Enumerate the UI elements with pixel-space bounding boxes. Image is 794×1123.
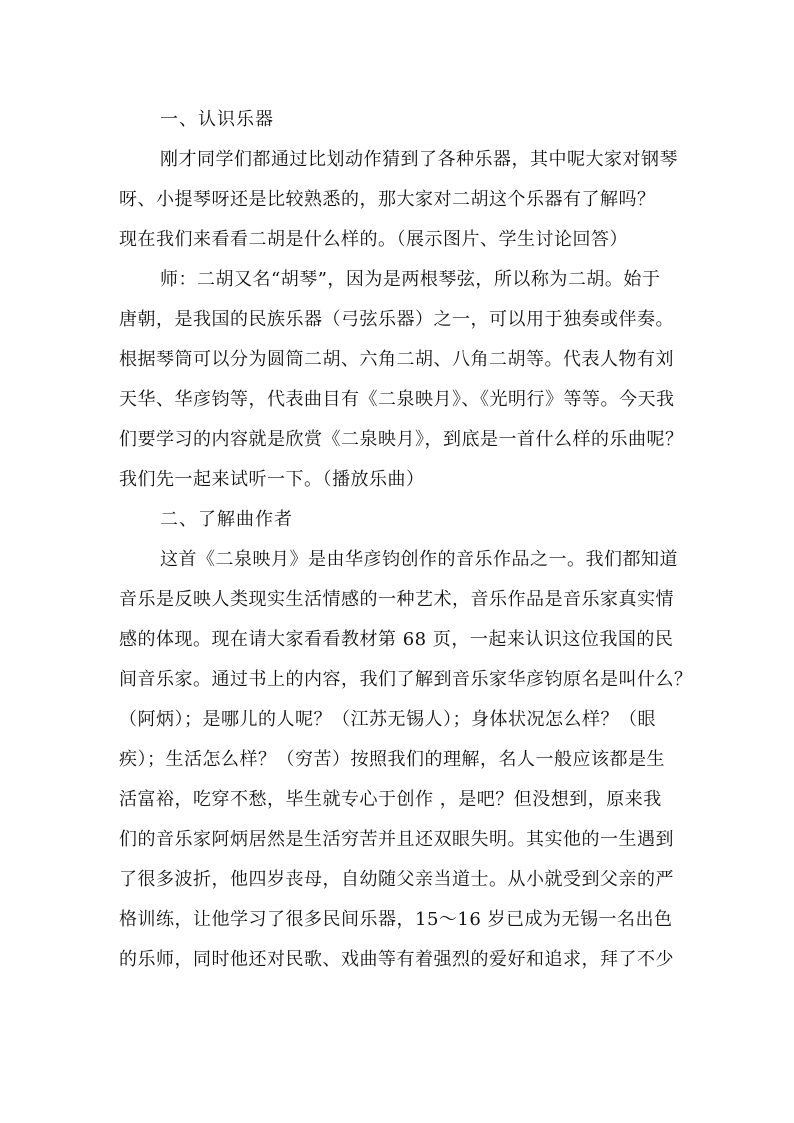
paragraph-line: 的乐师，同时他还对民歌、戏曲等有着强烈的爱好和追求，拜了不少 bbox=[119, 949, 674, 970]
paragraph-line: 我们先一起来试听一下。（播放乐曲） bbox=[119, 469, 425, 490]
section-heading-2: 二、了解曲作者 bbox=[160, 509, 293, 530]
paragraph-line: （阿炳）；是哪儿的人呢？（江苏无锡人）；身体状况怎么样？（眼 bbox=[119, 709, 656, 730]
paragraph-line: 间音乐家。通过书上的内容，我们了解到音乐家华彦钧原名是叫什么？ bbox=[119, 669, 693, 690]
paragraph-line: 唐朝，是我国的民族乐器（弓弦乐器）之一，可以用于独奏或伴奏。 bbox=[119, 309, 674, 330]
paragraph-line: 根据琴筒可以分为圆筒二胡、六角二胡、八角二胡等。代表人物有刘 bbox=[119, 349, 674, 370]
paragraph-line: 师：二胡又名“胡琴”，因为是两根琴弦，所以称为二胡。始于 bbox=[160, 269, 661, 290]
section-heading-1: 一、认识乐器 bbox=[160, 109, 274, 130]
paragraph-line: 疾）；生活怎么样？（穷苦）按照我们的理解，名人一般应该都是生 bbox=[119, 749, 665, 770]
paragraph-line: 音乐是反映人类现实生活情感的一种艺术，音乐作品是音乐家真实情 bbox=[119, 589, 674, 610]
paragraph-line: 呀、小提琴呀还是比较熟悉的，那大家对二胡这个乐器有了解吗？ bbox=[119, 189, 656, 210]
paragraph-line: 刚才同学们都通过比划动作猜到了各种乐器，其中呢大家对钢琴 bbox=[160, 149, 678, 170]
paragraph-line: 们要学习的内容就是欣赏《二泉映月》，到底是一首什么样的乐曲呢？ bbox=[119, 429, 684, 450]
paragraph-line: 了很多波折，他四岁丧母，自幼随父亲当道士。从小就受到父亲的严 bbox=[119, 869, 674, 890]
paragraph-line: 格训练，让他学习了很多民间乐器，15～16 岁已成为无锡一名出色 bbox=[119, 909, 673, 930]
paragraph-line: 天华、华彦钧等，代表曲目有《二泉映月》、《光明行》等等。今天我 bbox=[119, 389, 675, 410]
paragraph-line: 们的音乐家阿炳居然是生活穷苦并且还双眼失明。其实他的一生遇到 bbox=[119, 829, 674, 850]
paragraph-line: 现在我们来看看二胡是什么样的。（展示图片、学生讨论回答） bbox=[119, 229, 628, 250]
paragraph-line: 活富裕，吃穿不愁，毕生就专心于创作 ，是吧？但没想到，原来我 bbox=[119, 789, 662, 810]
paragraph-line: 感的体现。现在请大家看看教材第 68 页，一起来认识这位我国的民 bbox=[119, 629, 674, 650]
paragraph-line: 这首《二泉映月》是由华彦钧创作的音乐作品之一。我们都知道 bbox=[160, 549, 678, 570]
